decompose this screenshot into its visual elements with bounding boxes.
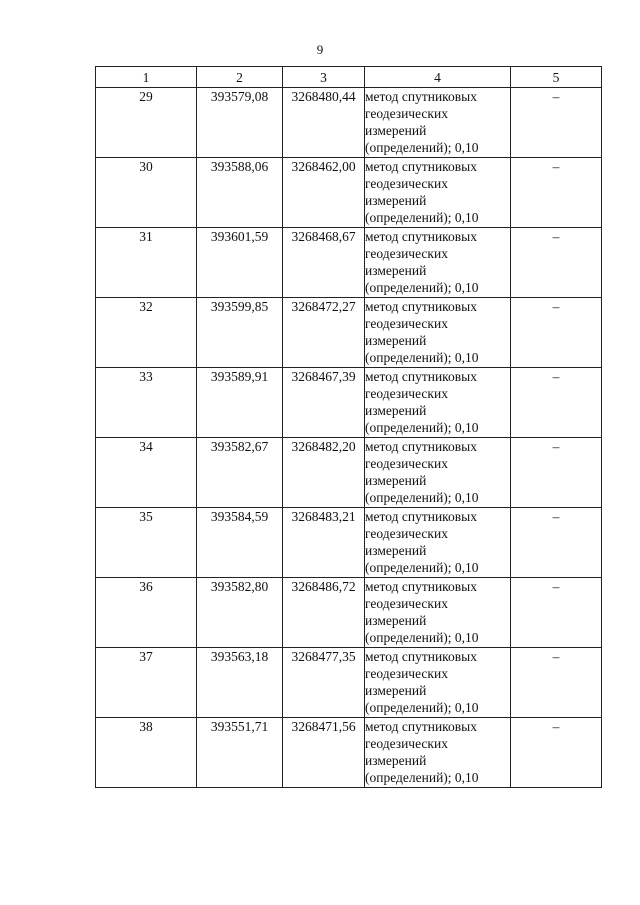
method-line: геодезических [365,106,448,121]
header-col-1: 1 [96,67,197,88]
method-line: метод спутниковых [365,369,477,384]
method-line: метод спутниковых [365,649,477,664]
note-cell: – [511,158,602,228]
method-line: метод спутниковых [365,719,477,734]
x-coordinate-cell: 393601,59 [197,228,283,298]
table-row [96,158,602,228]
method-line: метод спутниковых [365,89,477,104]
method-line: метод спутниковых [365,579,477,594]
y-coordinate-cell: 3268482,20 [283,438,365,508]
method-line: метод спутниковых [365,509,477,524]
x-coordinate-cell: 393551,71 [197,718,283,788]
point-number-cell: 31 [96,228,197,298]
x-coordinate-cell: 393584,59 [197,508,283,578]
method-line: измерений [365,753,427,768]
method-line: измерений [365,333,427,348]
note-cell: – [511,718,602,788]
x-coordinate-cell: 393563,18 [197,648,283,718]
x-coordinate-cell: 393599,85 [197,298,283,368]
table-row [96,578,602,648]
method-line: геодезических [365,246,448,261]
method-line: измерений [365,683,427,698]
x-coordinate-cell: 393579,08 [197,88,283,158]
point-number-cell: 38 [96,718,197,788]
method-cell [365,228,511,298]
y-coordinate-cell: 3268477,35 [283,648,365,718]
method-cell [365,158,511,228]
method-line: геодезических [365,386,448,401]
header-col-4: 4 [365,67,511,88]
method-line: измерений [365,613,427,628]
table-row [96,88,602,158]
header-col-5: 5 [511,67,602,88]
method-line: метод спутниковых [365,439,477,454]
note-cell: – [511,438,602,508]
y-coordinate-cell: 3268467,39 [283,368,365,438]
method-cell [365,88,511,158]
method-line: геодезических [365,736,448,751]
method-cell [365,508,511,578]
note-cell: – [511,298,602,368]
method-line: измерений [365,403,427,418]
point-number-cell: 30 [96,158,197,228]
method-line: измерений [365,123,427,138]
point-number-cell: 32 [96,298,197,368]
method-line: (определений); 0,10 [365,770,479,785]
method-line: геодезических [365,456,448,471]
y-coordinate-cell: 3268471,56 [283,718,365,788]
table-row [96,368,602,438]
table-row [96,228,602,298]
table-row [96,508,602,578]
method-line: (определений); 0,10 [365,560,479,575]
table-row [96,438,602,508]
method-line: измерений [365,193,427,208]
table-header [96,67,602,88]
method-line: (определений); 0,10 [365,490,479,505]
method-cell [365,718,511,788]
table-body [96,88,602,788]
method-line: метод спутниковых [365,299,477,314]
x-coordinate-cell: 393582,80 [197,578,283,648]
method-line: (определений); 0,10 [365,420,479,435]
method-line: геодезических [365,526,448,541]
x-coordinate-cell: 393588,06 [197,158,283,228]
point-number-cell: 34 [96,438,197,508]
method-line: измерений [365,543,427,558]
note-cell: – [511,648,602,718]
method-line: геодезических [365,596,448,611]
method-line: (определений); 0,10 [365,630,479,645]
point-number-cell: 29 [96,88,197,158]
note-cell: – [511,228,602,298]
y-coordinate-cell: 3268486,72 [283,578,365,648]
header-col-3: 3 [283,67,365,88]
y-coordinate-cell: 3268480,44 [283,88,365,158]
method-cell [365,298,511,368]
note-cell: – [511,578,602,648]
method-cell [365,438,511,508]
y-coordinate-cell: 3268472,27 [283,298,365,368]
note-cell: – [511,88,602,158]
note-cell: – [511,508,602,578]
point-number-cell: 37 [96,648,197,718]
point-number-cell: 36 [96,578,197,648]
method-line: (определений); 0,10 [365,350,479,365]
header-col-2: 2 [197,67,283,88]
x-coordinate-cell: 393589,91 [197,368,283,438]
x-coordinate-cell: 393582,67 [197,438,283,508]
header-row [96,67,602,88]
method-line: измерений [365,263,427,278]
table-row [96,298,602,368]
method-line: (определений); 0,10 [365,210,479,225]
coordinates-table [95,66,602,788]
point-number-cell: 35 [96,508,197,578]
method-line: метод спутниковых [365,159,477,174]
y-coordinate-cell: 3268468,67 [283,228,365,298]
method-line: геодезических [365,316,448,331]
table-row [96,648,602,718]
method-cell [365,368,511,438]
method-cell [365,578,511,648]
method-line: геодезических [365,176,448,191]
method-line: измерений [365,473,427,488]
y-coordinate-cell: 3268483,21 [283,508,365,578]
method-cell [365,648,511,718]
method-line: (определений); 0,10 [365,280,479,295]
page-number: 9 [316,42,324,57]
point-number-cell: 33 [96,368,197,438]
y-coordinate-cell: 3268462,00 [283,158,365,228]
note-cell: – [511,368,602,438]
method-line: геодезических [365,666,448,681]
method-line: метод спутниковых [365,229,477,244]
table-row [96,718,602,788]
method-line: (определений); 0,10 [365,700,479,715]
method-line: (определений); 0,10 [365,140,479,155]
